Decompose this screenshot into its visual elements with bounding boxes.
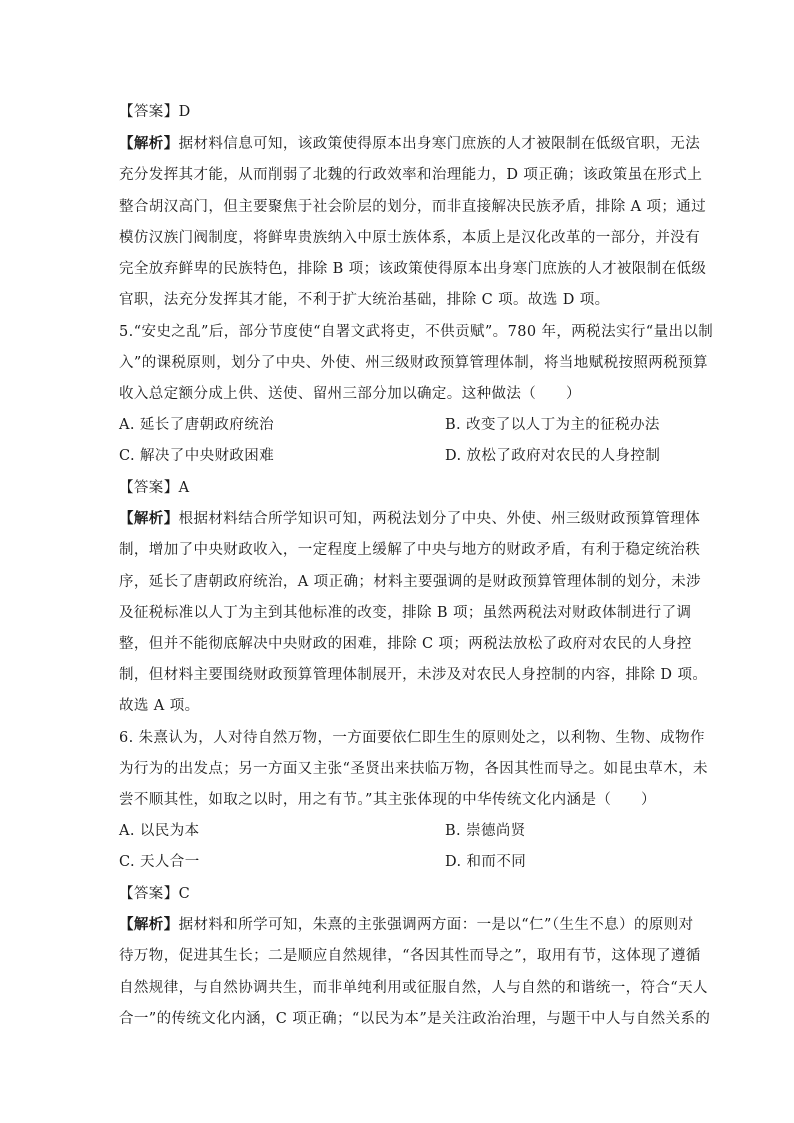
- q4-answer: 【答案】D: [119, 104, 191, 120]
- q5-stem-line-3: 收入总定额分成上供、送使、留州三部分加以确定。这种做法（ ）: [119, 386, 581, 402]
- q6-option-b: B. 崇德尚贤: [445, 823, 526, 839]
- q5-analysis-line-2: 制，增加了中央财政收入，一定程度上缓解了中央与地方的财政矛盾，有利于稳定统治秩: [119, 542, 701, 558]
- q5-analysis-line-4: 及征税标准以人丁为主到其他标准的改变，排除 B 项；虽然两税法对财政体制进行了调: [119, 605, 692, 621]
- q5-analysis-line-3: 序，延长了唐朝政府统治，A 项正确；材料主要强调的是财政预算管理体制的划分，未涉: [119, 574, 702, 590]
- q5-analysis-line-5: 整，但并不能彻底解决中央财政的困难，排除 C 项；两税法放松了政府对农民的人身控: [119, 636, 692, 652]
- q5-analysis-tag: 【解析】: [119, 510, 179, 527]
- q5-stem-line-1: 5.“安史之乱”后，部分节度使“自署文武将吏，不供贡赋”。780 年，两税法实行“量出以制: [119, 324, 714, 340]
- q4-analysis-line-2: 充分发挥其才能，从而削弱了北魏的行政效率和治理能力，D 项正确；该政策虽在形式上: [119, 167, 703, 183]
- q6-analysis-line-1: [119, 915, 694, 935]
- q6-stem-line-1: 6. 朱熹认为，人对待自然万物，一方面要依仁即生生的原则处之，以利物、生物、成物作: [119, 730, 705, 746]
- q6-analysis-line-3: 自然规律，与自然协调共生，而非单纯利用或征服自然，人与自然的和谐统一，符合“天人: [119, 980, 708, 996]
- q5-analysis-line-6: 制，但材料主要围绕财政预算管理体制展开，未涉及对农民人身控制的内容，排除 D 项。: [119, 667, 708, 683]
- q6-analysis-line-2: 待万物，促进其生长；二是顺应自然规律，“各因其性而导之”，取用有节，这体现了遵循: [119, 948, 701, 964]
- q6-option-a: A. 以民为本: [119, 823, 200, 839]
- q5-answer: 【答案】A: [119, 480, 190, 496]
- q5-option-c: C. 解决了中央财政困难: [119, 448, 275, 464]
- q4-analysis-line-1: [119, 134, 701, 154]
- q4-analysis-line-3: 整合胡汉高门，但主要聚焦于社会阶层的划分，而非直接解决民族矛盾，排除 A 项；通过: [119, 199, 707, 215]
- q4-analysis-line-5: 完全放弃鲜卑的民族特色，排除 B 项；该政策使得原本出身寒门庶族的人才被限制在低级: [119, 261, 707, 277]
- q6-analysis-tag: 【解析】: [119, 916, 179, 933]
- q5-analysis-text: 根据材料结合所学知识可知，两税法划分了中央、外使、州三级财政预算管理体: [178, 511, 701, 527]
- q5-analysis-line-7: 故选 A 项。: [119, 698, 200, 714]
- q6-option-d: D. 和而不同: [445, 854, 527, 870]
- q4-analysis-line-6: 官职，法充分发挥其才能，不利于扩大统治基础，排除 C 项。故选 D 项。: [119, 292, 610, 308]
- q6-answer: 【答案】C: [119, 886, 191, 902]
- q6-stem-line-3: 尝不顺其性，如取之以时，用之有节。”其主张体现的中华传统文化内涵是（ ）: [119, 792, 656, 808]
- q4-analysis-text: 据材料信息可知，该政策使得原本出身寒门庶族的人才被限制在低级官职，无法: [178, 136, 701, 152]
- q5-stem-line-2: 入”的课税原则，划分了中央、外使、州三级财政预算管理体制，将当地赋税按照两税预算: [119, 355, 708, 371]
- q4-analysis-tag: 【解析】: [119, 135, 179, 152]
- q6-analysis-text: 据材料和所学可知，朱熹的主张强调两方面：一是以“仁”（生生不息）的原则对: [178, 917, 694, 933]
- q6-option-c: C. 天人合一: [119, 854, 200, 870]
- q5-option-a: A. 延长了唐朝政府统治: [119, 417, 274, 433]
- q5-analysis-line-1: [119, 509, 701, 529]
- q5-option-b: B. 改变了以人丁为主的征税办法: [445, 417, 660, 433]
- q6-analysis-line-4: 合一”的传统文化内涵，C 项正确；“以民为本”是关注政治治理，与题干中人与自然关系的: [119, 1011, 711, 1027]
- q6-stem-line-2: 为行为的出发点；另一方面又主张“圣贤出来扶临万物，各因其性而导之。如昆虫草木，未: [119, 761, 708, 777]
- q4-analysis-line-4: 模仿汉族门阀制度，将鲜卑贵族纳入中原士族体系，本质上是汉化改革的一部分，并没有: [119, 230, 701, 246]
- q5-option-d: D. 放松了政府对农民的人身控制: [445, 448, 661, 464]
